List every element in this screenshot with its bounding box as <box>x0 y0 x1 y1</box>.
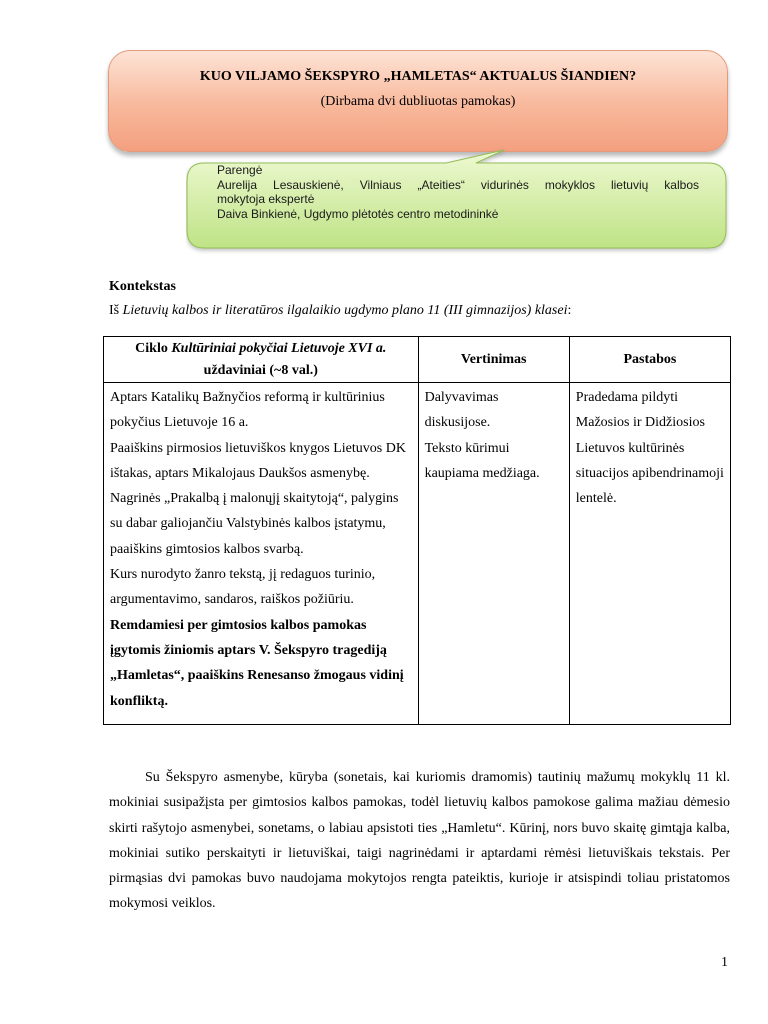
notes-cell <box>569 383 730 725</box>
body-paragraph-text: Su Šekspyro asmenybe, kūryba (sonetais, kai kuriomis dramomis) tautinių mažumų mokyklų 11 kl. mokiniai susipažįsta per gimtosios kalbos pamokas, todėl lietuvių kalbos pamokose galima mažiau dėmesio skirti rašytojo asmenybei, sonetams, o labiau apsistoti ties „Hamletu“. Kūrinį, nors buvo skaitę gimtąja kalba, mokiniai sutiko perskaityti ir lietuviškai, taigi nagrinėdami ir aptardami rėmėsi lietuviškais tekstais. Per pirmąsias dvi pamokas buvo naudojama mokytojos rengta pateiktis, kurioje ir atsispindi toliau pristatomos mokymosi veiklos. <box>109 770 730 912</box>
author-line-1: Aurelija Lesauskienė, Vilniaus „Ateities“ vidurinės mokyklos lietuvių kalbos <box>217 177 699 192</box>
assessment-cell <box>418 383 569 725</box>
assessment-item: Teksto kūrimui kaupiama medžiaga. <box>424 440 540 481</box>
author-line-2: mokytoja ekspertė <box>217 192 315 206</box>
title-box <box>108 50 728 152</box>
context-source <box>109 303 571 319</box>
task-item: Nagrinės „Prakalbą į malonųjį skaitytoją“, palygins su dabar galiojančiu Valstybinės kalbos įstatymu, paaiškins gimtosios kalbos svarbą. <box>110 491 399 557</box>
task-item: Aptars Katalikų Bažnyčios reformą ir kultūrinius pokyčius Lietuvoje 16 a. <box>110 390 385 431</box>
page-number: 1 <box>721 955 728 970</box>
table-header-row <box>104 337 731 383</box>
context-prefix: Iš <box>109 303 123 318</box>
task-item: Kurs nurodyto žanro tekstą, jį redaguos turinio, argumentavimo, sandaros, raiškos požiūriu. <box>110 567 376 608</box>
context-suffix: : <box>567 303 572 318</box>
plan-table <box>103 336 731 725</box>
author-credits <box>217 163 699 221</box>
task-item: Paaiškins pirmosios lietuviškos knygos Lietuvos DK ištakas, aptars Mikalojaus Daukšos asmenybę. <box>110 440 406 481</box>
header-notes: Pastabos <box>569 337 730 383</box>
header-tasks-suffix: uždaviniai (~8 val.) <box>203 362 318 378</box>
context-heading: Kontekstas <box>109 279 176 294</box>
tasks-cell <box>104 383 419 725</box>
header-assessment: Vertinimas <box>418 337 569 383</box>
header-tasks-prefix: Ciklo <box>135 340 172 356</box>
author-line-3: Daiva Binkienė, Ugdymo plėtotės centro metodininkė <box>217 206 499 221</box>
document-title: KUO VILJAMO ŠEKSPYRO „HAMLETAS“ AKTUALUS ŠIANDIEN? <box>199 69 637 84</box>
context-plan-title: Lietuvių kalbos ir literatūros ilgalaikio ugdymo plano 11 (III gimnazijos) klasei <box>122 303 568 318</box>
document-subtitle: (Dirbama dvi dubliuotas pamokas) <box>320 94 516 109</box>
body-paragraph <box>109 765 730 917</box>
task-item-bold: Remdamiesi per gimtosios kalbos pamokas įgytomis žiniomis aptars V. Šekspyro tragediją „Hamletas“, paaiškins Renesanso žmogaus vidinį konfliktą. <box>110 617 404 709</box>
table-row <box>104 383 731 725</box>
prepared-by-label: Parengė <box>217 163 263 177</box>
assessment-item: Dalyvavimas diskusijose. <box>424 390 499 431</box>
header-tasks-cycle: Kultūriniai pokyčiai Lietuvoje XVI a. <box>171 340 387 356</box>
header-tasks <box>104 337 419 383</box>
notes-text: Pradedama pildyti Mažosios ir Didžiosios Lietuvos kultūrinės situacijos apibendrinamoji lentelė. <box>575 390 724 507</box>
